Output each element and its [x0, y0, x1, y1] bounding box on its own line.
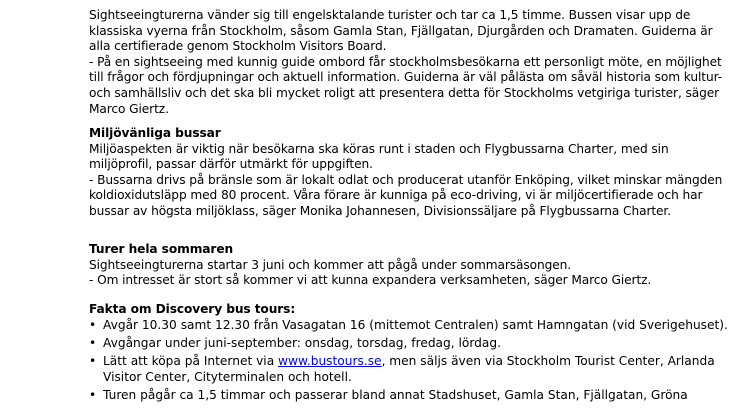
bullet-icon: • [89, 388, 97, 403]
list-item-text: Avgår 10.30 samt 12.30 från Vasagatan 16 (mittemot Centralen) samt Hamngatan (vid Sverigehuset). [103, 317, 728, 332]
turer-quote-paragraph: - Om intresset är stort så kommer vi att kunna expandera verksamheten, säger Marco Giertz. [89, 273, 652, 288]
list-item [89, 336, 729, 352]
miljo-section [89, 126, 729, 220]
list-item [89, 388, 729, 404]
intro-paragraph: Sightseeingturerna vänder sig till engelsktalande turister och tar ca 1,5 timme. Bussen visar upp de klassiska vyerna från Stockholm, såsom Gamla Stan, Fjällgatan, Djurgården och Dramaten. Guiderna är alla certifierade genom Stockholm Visitors Board. [89, 8, 713, 54]
list-item-text: Avgångar under juni-september: onsdag, torsdag, fredag, lördag. [103, 335, 501, 350]
bullet-icon: • [89, 317, 97, 332]
bullet-icon: • [89, 354, 97, 369]
intro-quote-paragraph: - På en sightseeing med kunnig guide ombord får stockholmsbesökarna ett personligt möte, en möjlighet till frågor och fördjupningar och aktuell information. Guiderna är väl pålästa om såväl historia som kultur- och samhällsliv och det ska bli mycket roligt att presentera detta för Stockholms vetgiriga turister, säger Marco Giertz. [89, 54, 723, 116]
fakta-list [89, 318, 729, 404]
turer-heading: Turer hela sommaren [89, 242, 234, 256]
miljo-quote-paragraph: - Bussarna drivs på bränsle som är lokalt odlat och producerat utanför Enköping, vilket minskar mängden koldioxidutsläpp med 80 procent. Våra förare är kunniga på eco-driving, vi är miljöcertifierade och har bussar av högsta miljöklass, säger Monika Johannesen, Divisionssäljare på Flygbussarna Charter. [89, 172, 723, 218]
bustours-link[interactable]: www.bustours.se [278, 354, 382, 369]
turer-paragraph: Sightseeingturerna startar 3 juni och kommer att pågå under sommarsäsongen. [89, 257, 572, 272]
bullet-icon: • [89, 335, 97, 350]
list-item [89, 318, 729, 334]
list-item-text: , men säljs även via Stockholm Tourist Center, Arlanda Visitor Center, Cityterminalen och hotell. [103, 354, 715, 384]
list-item-text: Turen pågår ca 1,5 timmar och passerar bland annat Stadshuset, Gamla Stan, Fjällgatan, Gröna [103, 388, 688, 403]
miljo-heading: Miljövänliga bussar [89, 126, 221, 140]
intro-section [89, 8, 729, 117]
miljo-paragraph: Miljöaspekten är viktig när besökarna ska köras runt i staden och Flygbussarna Charter, med sin miljöprofil, passar därför utmärkt för uppgiften. [89, 141, 669, 172]
list-item-text: Lätt att köpa på Internet via [103, 354, 279, 369]
list-item [89, 354, 729, 385]
fakta-section [89, 302, 729, 407]
turer-section [89, 242, 729, 289]
fakta-heading: Fakta om Discovery bus tours: [89, 302, 296, 316]
